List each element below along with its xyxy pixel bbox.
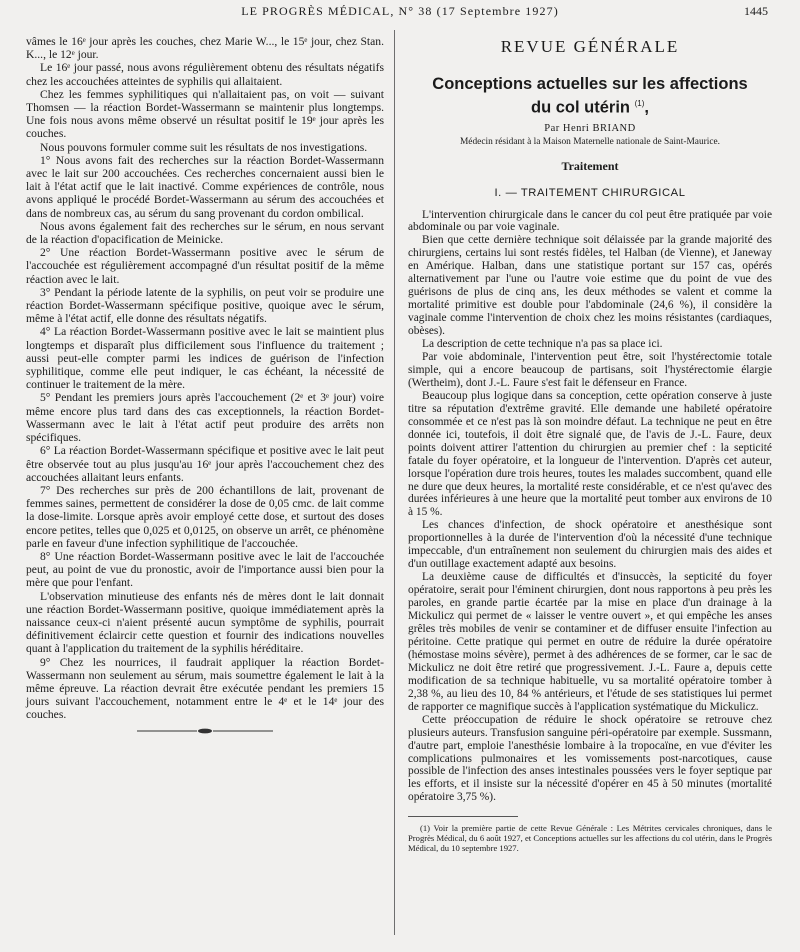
paragraph: L'intervention chirurgicale dans le cancer du col peut être pratiquée par voie abdominale ou par voie vaginale. bbox=[408, 208, 772, 234]
footnote-rule bbox=[408, 816, 518, 817]
paragraph: Le 16ᵉ jour passé, nous avons régulièrement obtenu des résultats négatifs chez les accouchées atteintes de syphilis qui allaitaient. bbox=[26, 61, 384, 88]
paragraph: Beaucoup plus logique dans sa conception, cette opération conserve à juste titre sa réputation d'extrême gravité. Elle demande une habileté opératoire consommée et ce n'est pas là son moindre défaut. La technique ne peut en être donnée ici, toutefois, il doit être signalé que, de l'avis de J.-L. Faure, deux points doivent attirer l'attention du chirurgien au premier chef : la septicité fatale du foyer opératoire, et la longueur de l'intervention. D'après cet auteur, lorsque l'opération dure trois heures, toutes les malades succombent, quand elle ne dure que deux heures, la mortalité reste considérable, et ce n'est qu'avec des durées inférieures à une heure que la mortalité peut tomber aux environs de 10 à 15 %. bbox=[408, 389, 772, 519]
end-ornament bbox=[135, 728, 275, 734]
paragraph: 7° Des recherches sur près de 200 échantillons de lait, provenant de femmes saines, permettent de considérer la dose de 0,05 cmc. de lait comme la dose-limite. Lorsque après avoir employé cette dose, et surtout des doses encore petites, telles que 0,025 et 0,0125, on observe un arrêt, ce phénomène parle en faveur d'une infection syphilitique de l'accouchée. bbox=[26, 483, 384, 550]
paragraph: 1° Nous avons fait des recherches sur la réaction Bordet-Wassermann avec le lait sur 200 accouchées. Ces recherches concernaient aussi bien le lait à l'état actif que le lait inactivé. Comme expériences de contrôle, nous avons appliqué le procédé Bordet-Wassermann au sérum des accouchées et dans de nombreux cas, au sérum du sang provenant du cordon ombilical. bbox=[26, 153, 384, 220]
paragraph: 2° Une réaction Bordet-Wassermann positive avec le sérum de l'accouchée est régulièrement accompagné d'un résultat positif de la même réaction avec le lait. bbox=[26, 246, 384, 286]
article-title-line1: Conceptions actuelles sur les affections bbox=[432, 75, 748, 93]
paragraph: Chez les femmes syphilitiques qui n'allaitaient pas, on voit — suivant Thomsen — la réaction Bordet-Wassermann se maintenir plus longtemps. Une fois nous avons même observé un résultat positif le 19ᵉ jour après les couches. bbox=[26, 87, 384, 141]
page-number: 1445 bbox=[744, 4, 768, 18]
running-header bbox=[0, 4, 800, 22]
journal-title: LE PROGRÈS MÉDICAL, N° 38 (17 Septembre 1927) bbox=[241, 4, 559, 18]
subsection-heading: I. — TRAITEMENT CHIRURGICAL bbox=[494, 186, 686, 199]
paragraph: L'observation minutieuse des enfants nés de mères dont le lait donnait une réaction Bordet-Wassermann positive, quoique immédiatement après la naissance ceux-ci n'aient présenté aucun symptôme de syphilis, pourrait définitivement éclaircir cette question et fournir des indications nouvelles quant à l'application du traitement de la syphilis héréditaire. bbox=[26, 589, 384, 656]
paragraph: 5° Pendant les premiers jours après l'accouchement (2ᵉ et 3ᵉ jour) voire même encore plus tard dans des cas exceptionnels, la réaction Bordet-Wassermann avec le lait à l'état actif peut produire des arrêts non spécifiques. bbox=[26, 391, 384, 445]
paragraph: 3° Pendant la période latente de la syphilis, on peut voir se produire une réaction Bordet-Wassermann spécifique positive, quoique avec le sérum, même à l'état actif, elle donne des résultats négatifs. bbox=[26, 285, 384, 326]
footnote-marker: (1) bbox=[634, 99, 645, 108]
article-title-line2: du col utérin $^{(1)}$, bbox=[531, 98, 649, 117]
paragraph: 9° Chez les nourrices, il faudrait appliquer la réaction Bordet-Wassermann non seulement au sérum, mais soumettre également le lait à la même épreuve. La réaction devrait être exécutée pendant les premiers 15 jours suivant l'accouchement, notamment entre le 4ᵉ et le 14ᵉ jour des couches. bbox=[26, 655, 384, 722]
subtitle: Traitement bbox=[561, 158, 619, 173]
right-column bbox=[408, 35, 772, 853]
paragraph: La description de cette technique n'a pas sa place ici. bbox=[422, 338, 663, 351]
paragraph: 8° Une réaction Bordet-Wassermann positive avec le lait de l'accouchée peut, au point de vue du pronostic, avoir de l'importance aussi bien pour la mère que pour l'enfant. bbox=[26, 549, 384, 590]
paragraph: Cette préoccupation de réduire le shock opératoire se retrouve chez plusieurs auteurs. Transfusion sanguine péri-opératoire par exemple. Sussmann, d'autre part, emploie l'anesthésie lombaire à la tropocaïne, en vue d'éviter les complications pulmonaires et les vomissements post-narcotiques, cause possible de l'infection des anses intestinales poussées vers le foyer septique par les efforts, et il insiste sur la nécessité d'opérer en 45 à 50 minutes (mortalité opératoire 3,75 %). bbox=[408, 713, 772, 804]
article-title-line2-text: du col utérin bbox=[531, 98, 631, 117]
article-title bbox=[408, 75, 772, 118]
author-line: Par Henri BRIAND bbox=[544, 122, 636, 134]
paragraph: Nous pouvons formuler comme suit les résultats de nos investigations. bbox=[40, 140, 368, 154]
footnote: (1) Voir la première partie de cette Revue Générale : Les Métrites cervicales chroniques, dans le Progrès Médical, du 6 août 1927, et Conceptions actuelles sur les affections du col utérin, dans le Progrès Médical, du 10 septembre 1927. bbox=[408, 823, 772, 854]
left-column bbox=[26, 35, 384, 734]
paragraph: 6° La réaction Bordet-Wassermann spécifique et positive avec le lait peut être observée tout au plus jusqu'au 16ᵉ jour après l'accouchement chez des accouchées allaitant leurs enfants. bbox=[26, 444, 384, 484]
paragraph: vâmes le 16ᵉ jour après les couches, chez Marie W..., le 15ᵉ jour, chez Stan. K..., le 12ᵉ jour. bbox=[26, 35, 384, 62]
column-divider bbox=[394, 30, 395, 935]
paragraph: Bien que cette dernière technique soit délaissée par la grande majorité des chirurgiens, certains lui sont restés fidèles, tel Halban (de Vienne), et Janeway en Amérique. Halban, dans une statistique portant sur 157 cas, opérés alternativement par l'une ou l'autre voie estime que du point de vue des guérisons de plus de cinq ans, les deux méthodes se valent et comme la mortalité primitive est double pour l'abdominale (24,6 %), il considère la vaginale comme l'intervention de choix chez les moins résistantes (cardiaques, obèses). bbox=[408, 234, 772, 338]
paragraph: La deuxième cause de difficultés et d'insuccès, la septicité du foyer opératoire, serait pour l'éminent chirurgien, dont nous rapportons à peu près les paroles, en grande partie écartée par la mise en place d'un drainage à la Mickulicz qui permet de « laisser le ventre ouvert », et qui empêche les anses grêles très mobiles de venir se contaminer et de diffuser ensuite l'infection au péritoine. Cette pratique qui permet en outre de réduire la durée opératoire (hémostase moins sévère), permet à des adhérences de se former, car le sac de Mickulicz ne doit être retiré que progressivement. J.-L. Faure a, depuis cette modification de sa technique habituelle, vu sa mortalité opératoire tomber à 2,38 %, au lieu des 10, 84 % antérieurs, et l'étude de ses statistiques lui permet de rapporter ce magnifique succès à l'application systématique du Mickulicz. bbox=[408, 571, 772, 713]
paragraph: Nous avons également fait des recherches sur le sérum, en nous servant de la réaction d'opacification de Meinicke. bbox=[26, 219, 384, 247]
paragraph: Par voie abdominale, l'intervention peut être, soit l'hystérectomie totale simple, qui a encore beaucoup de partisans, soit l'hystérectomie élargie (Wertheim), dont J.-L. Faure s'est fait le défenseur en France. bbox=[408, 350, 772, 389]
author-affiliation: Médecin résidant à la Maison Maternelle nationale de Saint-Maurice. bbox=[459, 136, 721, 147]
section-heading: REVUE GÉNÉRALE bbox=[500, 37, 680, 56]
paragraph: 4° La réaction Bordet-Wassermann positive avec le lait se maintient plus longtemps et disparaît plus difficilement sous l'influence du traitement ; aussi peut-elle compter parmi les indices de guérison de l'infection syphilitique, comme elle peut indiquer, le cas échéant, la nécessité de continuer le traitement de la mère. bbox=[26, 325, 384, 392]
paragraph: Les chances d'infection, de shock opératoire et anesthésique sont proportionnelles à la durée de l'intervention d'où la nécessité d'une technique impeccable, d'un entraînement non seulement du chirurgien mais des aides et d'un outillage exactement adapté aux besoins. bbox=[408, 519, 772, 571]
